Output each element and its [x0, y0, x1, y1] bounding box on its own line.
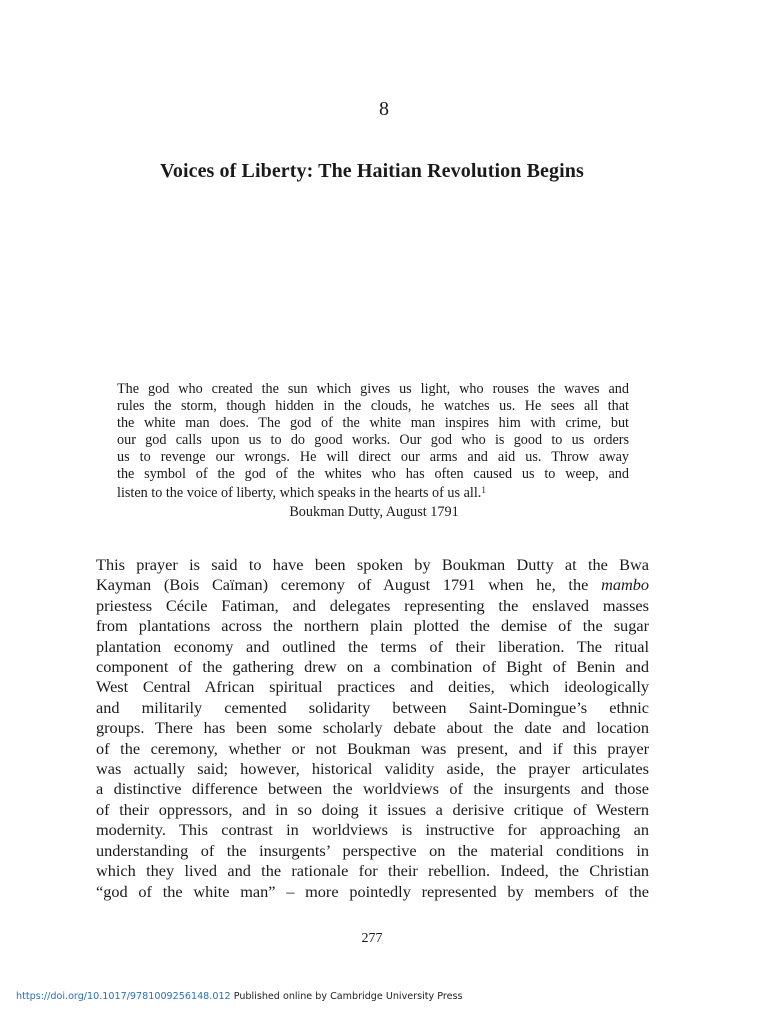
footnote-marker[interactable]: 1 [481, 485, 486, 496]
italic-term: mambo [601, 575, 649, 595]
body-line: plantation economy and outlined the terms of their liberation. The ritual [96, 636, 649, 656]
footer-citation [16, 991, 463, 1002]
doi-link[interactable]: https://doi.org/10.1017/9781009256148.012 [16, 991, 231, 1002]
body-paragraph [96, 555, 649, 902]
epigraph [117, 381, 629, 521]
body-line: “god of the white man” – more pointedly represented by members of the [96, 881, 649, 901]
body-line: from plantations across the northern plain plotted the demise of the sugar [96, 616, 649, 636]
body-line: This prayer is said to have been spoken by Boukman Dutty at the Bwa [96, 555, 649, 574]
epigraph-line: our god calls upon us to do good works. Our god who is good to us orders [117, 431, 629, 448]
epigraph-line: The god who created the sun which gives us light, who rouses the waves and [117, 381, 629, 397]
body-line: and militarily cemented solidarity between Saint-Domingue’s ethnic [96, 697, 649, 717]
body-line: understanding of the insurgents’ perspective on the material conditions in [96, 840, 649, 860]
body-line [96, 575, 649, 595]
body-line: modernity. This contrast in worldviews is instructive for approaching an [96, 820, 649, 840]
chapter-title: Voices of Liberty: The Haitian Revolution Begins [160, 160, 584, 182]
epigraph-line: us to revenge our wrongs. He will direct our arms and aid us. Throw away [117, 448, 629, 465]
chapter-number: 8 [379, 98, 389, 120]
epigraph-attribution: Boukman Dutty, August 1791 [289, 504, 459, 521]
epigraph-line: the white man does. The god of the white man inspires him with crime, but [117, 414, 629, 431]
body-line: a distinctive difference between the worldviews of the insurgents and those [96, 779, 649, 799]
body-line: was actually said; however, historical validity aside, the prayer articulates [96, 759, 649, 779]
epigraph-last-line [117, 482, 629, 502]
publisher-note: Published online by Cambridge University Press [230, 991, 463, 1002]
body-line-text: Kayman (Bois Caïman) ceremony of August 1791 when he, the [96, 575, 602, 595]
body-line: of their oppressors, and in so doing it issues a derisive critique of Western [96, 799, 649, 819]
body-line: West Central African spiritual practices and deities, which ideologically [96, 677, 649, 697]
epigraph-line: listen to the voice of liberty, which speaks in the hearts of us all. [117, 485, 482, 502]
body-line: of the ceremony, whether or not Boukman was present, and if this prayer [96, 738, 649, 758]
body-line: component of the gathering drew on a combination of Bight of Benin and [96, 657, 649, 677]
body-line: which they lived and the rationale for their rebellion. Indeed, the Christian [96, 861, 649, 881]
epigraph-line: rules the storm, though hidden in the clouds, he watches us. He sees all that [117, 397, 629, 414]
epigraph-line: the symbol of the god of the whites who has often caused us to weep, and [117, 465, 629, 482]
page-number: 277 [361, 931, 383, 946]
body-line: priestess Cécile Fatiman, and delegates representing the enslaved masses [96, 595, 649, 615]
body-line: groups. There has been some scholarly debate about the date and location [96, 718, 649, 738]
